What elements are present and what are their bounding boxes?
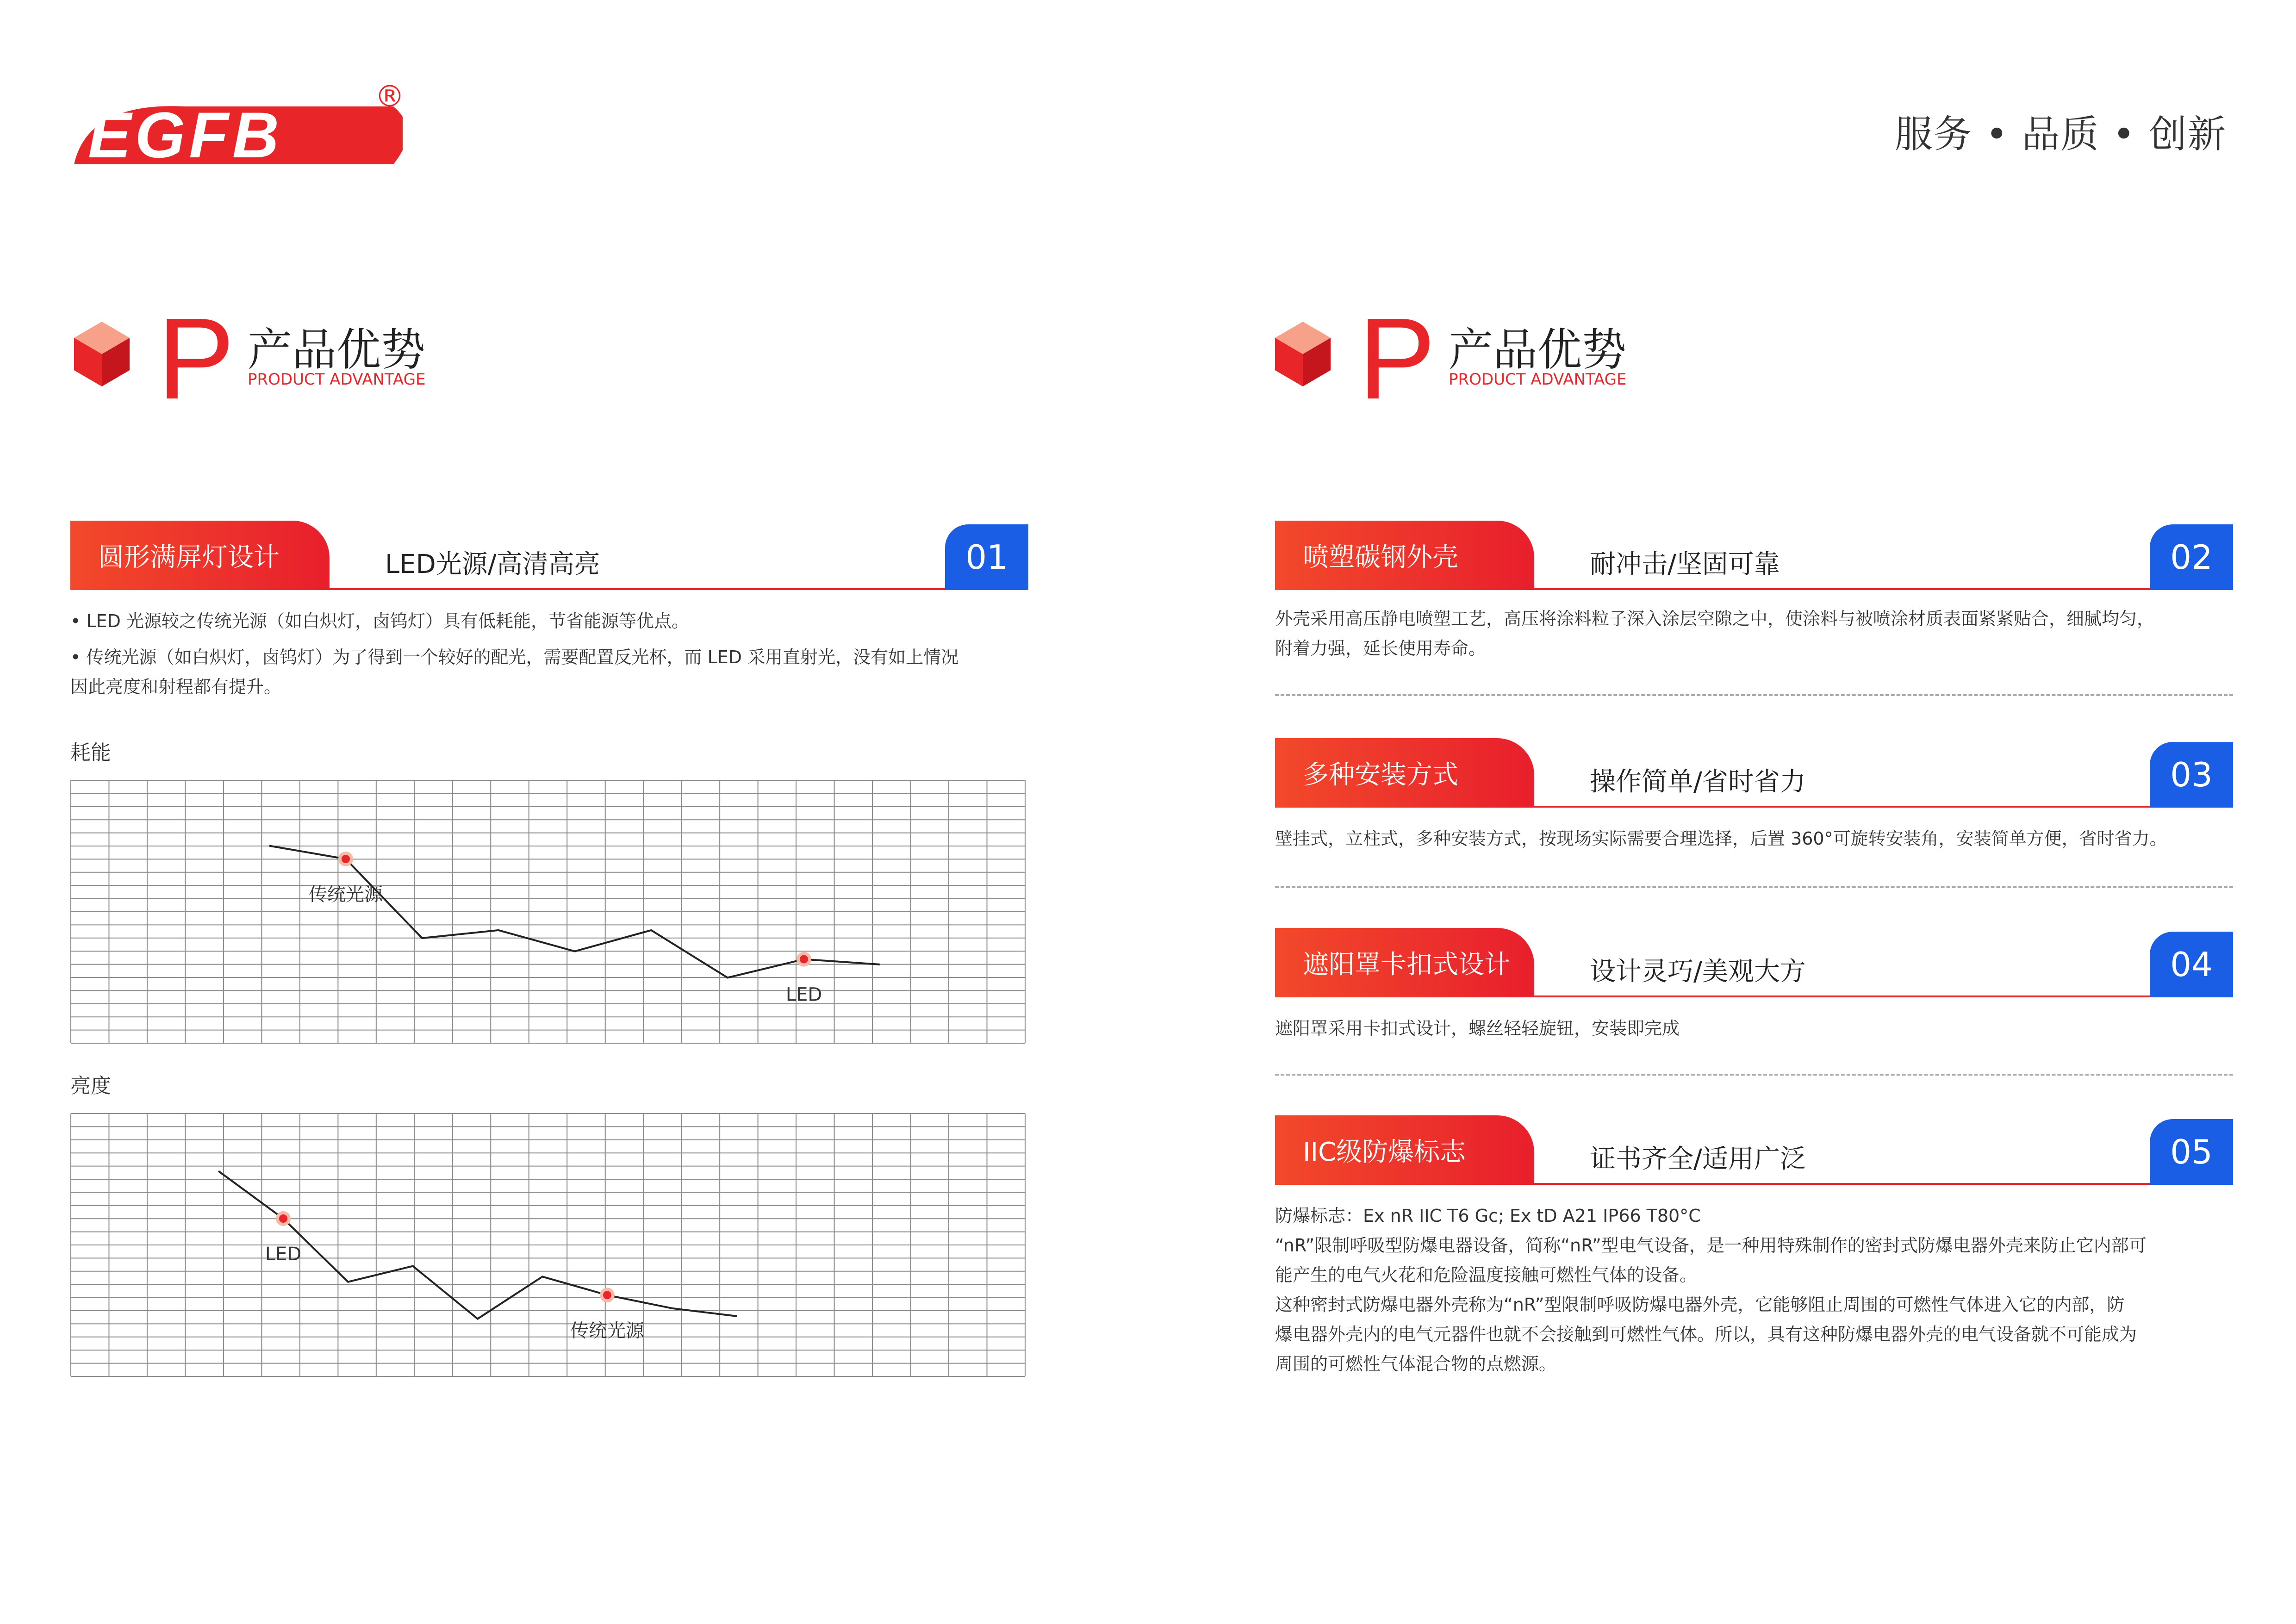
cube-icon — [72, 319, 132, 389]
feature-number: 04 — [2150, 932, 2233, 997]
feature-04-text — [1275, 1014, 2242, 1043]
feature-tag: 多种安装方式 — [1275, 738, 1534, 808]
feature-tag: 遮阳罩卡扣式设计 — [1275, 928, 1534, 997]
chart-grid — [71, 780, 1025, 1043]
feature-03-text — [1275, 824, 2242, 853]
feature-underline — [1534, 806, 2233, 808]
data-point-marker — [342, 855, 350, 863]
feature-tag: 喷塑碳钢外壳 — [1275, 521, 1534, 590]
slogan: 服务 • 品质 • 创新 — [1895, 112, 2227, 156]
text-line: 周围的可燃性气体混合物的点燃源。 — [1275, 1354, 1557, 1374]
text-line: 能产生的电气火花和危险温度接触可燃性气体的设备。 — [1275, 1265, 1698, 1285]
energy-chart-svg — [70, 780, 1026, 1044]
chart-grid — [71, 1114, 1025, 1376]
feature-number: 01 — [945, 524, 1028, 590]
feature-tag: IIC级防爆标志 — [1275, 1115, 1534, 1185]
feature-tag: 圆形满屏灯设计 — [70, 521, 330, 590]
text-line: 遮阳罩采用卡扣式设计，螺丝轻轻旋钮，安装即完成 — [1275, 1018, 1680, 1039]
text-line: “nR”限制呼吸型防爆电器设备，简称“nR”型电气设备，是一种用特殊制作的密封式防爆电器外壳来防止它内部可 — [1275, 1235, 2147, 1256]
feature-header-01 — [70, 521, 1028, 595]
feature-underline — [1534, 996, 2233, 997]
bullet-line: • LED 光源较之传统光源（如白炽灯，卤钨灯）具有低耗能，节省能源等优点。 — [70, 611, 690, 631]
chart-title-brightness: 亮度 — [70, 1074, 111, 1098]
text-line: 外壳采用高压静电喷塑工艺，高压将涂料粒子深入涂层空隙之中，使涂料与被喷涂材质表面紧紧贴合，细腻均匀， — [1275, 609, 2155, 629]
feature-subtitle: LED光源/高清高亮 — [385, 549, 600, 579]
data-point-marker — [279, 1214, 287, 1223]
text-line: 壁挂式，立柱式，多种安装方式，按现场实际需要合理选择，后置 360°可旋转安装角，安装简单方便，省时省力。 — [1275, 828, 2167, 849]
brightness-chart — [70, 1113, 1026, 1379]
feature-underline — [330, 588, 1028, 590]
left-section-heading — [72, 294, 488, 440]
feature-header-02 — [1275, 521, 2233, 595]
feature-number: 03 — [2150, 742, 2233, 808]
egfb-logo — [69, 74, 403, 180]
dashed-divider — [1275, 694, 2233, 696]
section-p-letter: P — [1358, 294, 1436, 423]
dashed-divider — [1275, 1074, 2233, 1076]
section-p-letter: P — [157, 294, 235, 423]
feature-underline — [1534, 588, 2233, 590]
feature-header-04 — [1275, 928, 2233, 1002]
text-line: 防爆标志：Ex nR IIC T6 Gc; Ex tD A21 IP66 T80°C — [1275, 1206, 1701, 1226]
dashed-divider — [1275, 886, 2233, 888]
data-point-marker — [603, 1291, 611, 1299]
bullet-line: 因此亮度和射程都有提升。 — [70, 677, 282, 697]
feature-01-text — [70, 606, 1038, 702]
data-point-marker — [800, 955, 808, 964]
egfb-logo-mark — [69, 74, 403, 180]
right-section-heading — [1273, 294, 1689, 440]
feature-02-text — [1275, 604, 2242, 663]
feature-subtitle: 操作简单/省时省力 — [1590, 767, 1806, 797]
text-line: 这种密封式防爆电器外壳称为“nR”型限制呼吸防爆电器外壳，它能够阻止周围的可燃性气体进入它的内部，防 — [1275, 1294, 2125, 1315]
feature-header-03 — [1275, 738, 2233, 812]
section-title: 产品优势 — [248, 324, 425, 376]
section-subtitle: PRODUCT ADVANTAGE — [248, 370, 426, 389]
feature-number: 02 — [2150, 524, 2233, 590]
annotation-label: 传统光源 — [309, 884, 383, 905]
section-title: 产品优势 — [1449, 324, 1626, 376]
section-subtitle: PRODUCT ADVANTAGE — [1449, 370, 1627, 389]
logo-text: EGFB — [88, 99, 283, 171]
feature-subtitle: 证书齐全/适用广泛 — [1590, 1144, 1806, 1174]
feature-header-05 — [1275, 1115, 2233, 1189]
feature-subtitle: 耐冲击/坚固可靠 — [1590, 549, 1780, 579]
cube-icon — [1273, 319, 1333, 389]
feature-number: 05 — [2150, 1119, 2233, 1185]
brightness-chart-svg — [70, 1113, 1026, 1377]
feature-subtitle: 设计灵巧/美观大方 — [1590, 957, 1806, 987]
bullet-line: • 传统光源（如白炽灯，卤钨灯）为了得到一个较好的配光，需要配置反光杯，而 LED 采用直射光，没有如上情况 — [70, 647, 959, 667]
registered-mark: ® — [375, 80, 403, 114]
chart-title-energy: 耗能 — [70, 741, 111, 765]
feature-underline — [1534, 1183, 2233, 1185]
energy-chart — [70, 780, 1026, 1045]
annotation-label: LED — [785, 984, 822, 1006]
annotation-label: LED — [265, 1244, 302, 1265]
feature-05-text — [1275, 1201, 2242, 1379]
text-line: 附着力强，延长使用寿命。 — [1275, 638, 1487, 659]
annotation-label: 传统光源 — [570, 1320, 644, 1342]
text-line: 爆电器外壳内的电气元器件也就不会接触到可燃性气体。所以，具有这种防爆电器外壳的电气设备就不可能成为 — [1275, 1324, 2137, 1344]
